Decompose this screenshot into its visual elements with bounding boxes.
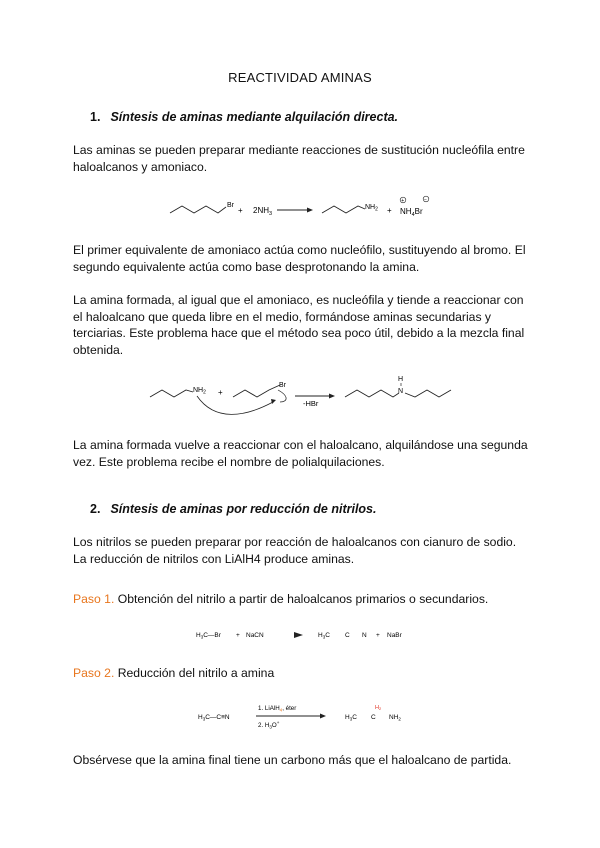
electron-arrow-leaving bbox=[278, 390, 286, 402]
amine-nh2-label: $NH_2$ bbox=[365, 204, 378, 213]
acetonitrile-label: $H_3C—C\equiv N$ bbox=[198, 714, 230, 722]
methyl-bromide-label: $H_3C—Br$ bbox=[196, 632, 221, 640]
negative-charge: − bbox=[424, 197, 427, 203]
haloalkane-skeleton bbox=[233, 385, 280, 397]
closing-paragraph bbox=[73, 752, 533, 769]
text-line: segundo equivalente actúa como base desprotonando la amina. bbox=[73, 259, 420, 274]
section2-intro bbox=[73, 534, 533, 567]
step2-text: Reducción del nitrilo a amina bbox=[114, 666, 275, 680]
secondary-amine-skeleton-right bbox=[405, 390, 451, 397]
ammonia-label: $2NH_3$ bbox=[253, 206, 273, 217]
ammonium-bromide-label: $NH_4Br$ bbox=[400, 207, 423, 218]
step1-line bbox=[73, 591, 533, 608]
section2-heading-text: Síntesis de aminas por reducción de nitrilos. bbox=[110, 502, 377, 516]
page-title: REACTIVIDAD AMINAS bbox=[228, 70, 372, 85]
condition-step1-label: 1. LiAlH$_4$, éter bbox=[258, 705, 297, 713]
ethylamine-methyl-label: $H_3C$ bbox=[345, 714, 357, 722]
arrow-head bbox=[320, 714, 326, 719]
electron-arrow-head bbox=[271, 399, 276, 404]
arrow-head bbox=[307, 208, 313, 213]
plus-sign: + bbox=[387, 206, 392, 215]
plus-sign: + bbox=[236, 632, 240, 639]
reaction-scheme-alkylation bbox=[160, 193, 450, 223]
primary-amine-skeleton bbox=[150, 390, 193, 397]
bromoalkane-skeleton bbox=[170, 206, 226, 213]
text-line: haloalcanos y amoniaco. bbox=[73, 159, 208, 174]
step2-line bbox=[73, 665, 533, 682]
acetonitrile-methyl-label: $H_3C$ bbox=[318, 632, 330, 640]
amine-skeleton bbox=[322, 206, 365, 213]
text-line: Obsérvese que la amina final tiene un carbono más que el haloalcano de partida. bbox=[73, 753, 512, 767]
text-line: terciarias. Este problema hace que el método sea poco útil, debido a la mezcla final bbox=[73, 326, 525, 340]
step1-label: Paso 1. bbox=[73, 592, 115, 606]
section1-paragraph-4 bbox=[73, 437, 533, 470]
text-line: Las aminas se pueden preparar mediante reacciones de sustitución nucleófila entre bbox=[73, 143, 525, 157]
nitrile-nitrogen-label: N bbox=[362, 632, 367, 639]
electron-arrow-nucleophilic bbox=[197, 396, 273, 414]
condition-step2-label: 2. $H_3O^+$ bbox=[258, 720, 280, 730]
bromine-label: Br bbox=[227, 202, 234, 209]
nitrogen-label: N bbox=[398, 388, 404, 395]
step2-label: Paso 2. bbox=[73, 666, 115, 680]
text-line: La amina formada, al igual que el amoniaco, es nucleófila y tiende a reaccionar con bbox=[73, 293, 524, 307]
text-line: el haloalcano que queda libre en el medio, formándose aminas secundarias y bbox=[73, 309, 492, 324]
methylene-hydrogen-label: $H_2$ bbox=[375, 705, 382, 712]
positive-charge: + bbox=[401, 198, 405, 204]
text-line: La reducción de nitrilos con LiAlH4 produce aminas. bbox=[73, 551, 355, 566]
section1-number: 1. bbox=[90, 110, 101, 124]
arrow-head bbox=[329, 394, 335, 399]
sodium-cyanide-label: NaCN bbox=[246, 632, 264, 639]
section1-heading-text: Síntesis de aminas mediante alquilación directa. bbox=[110, 110, 399, 124]
section1-intro bbox=[73, 142, 533, 175]
arrow-condition-label: -HBr bbox=[303, 399, 319, 408]
text-line: Los nitrilos se pueden preparar por reacción de haloalcanos con cianuro de sodio. bbox=[73, 535, 517, 549]
text-line: El primer equivalente de amoniaco actúa como nucleófilo, sustituyendo al bromo. El bbox=[73, 243, 526, 257]
sodium-bromide-label: NaBr bbox=[387, 632, 402, 639]
section1-heading bbox=[90, 110, 398, 124]
plus-sign: + bbox=[218, 388, 223, 397]
section2-number: 2. bbox=[90, 502, 101, 516]
section2-heading bbox=[90, 502, 376, 516]
section1-paragraph-2 bbox=[73, 242, 533, 275]
plus-sign: + bbox=[238, 206, 243, 215]
text-line: obtenida. bbox=[73, 342, 124, 357]
amine-hydrogen-label: H bbox=[398, 376, 404, 383]
arrow-head bbox=[294, 632, 303, 638]
section1-paragraph-3 bbox=[73, 292, 533, 358]
methylene-carbon-label: C bbox=[371, 714, 376, 721]
text-line: La amina formada vuelve a reaccionar con el haloalcano, alquilándose una segunda bbox=[73, 438, 528, 452]
reaction-scheme-nitrile-formation bbox=[190, 625, 430, 645]
step1-text: Obtención del nitrilo a partir de haloalcanos primarios o secundarios. bbox=[114, 592, 489, 606]
reaction-scheme-nitrile-reduction bbox=[190, 700, 430, 736]
nitrile-carbon-label: C bbox=[345, 632, 350, 639]
amine-group-label: $NH_2$ bbox=[389, 714, 401, 722]
primary-amine-label: $NH_2$ bbox=[193, 387, 206, 396]
text-line: vez. Este problema recibe el nombre de polialquilaciones. bbox=[73, 454, 385, 469]
reaction-scheme-polyalkylation bbox=[145, 372, 475, 417]
secondary-amine-skeleton-left bbox=[345, 390, 399, 397]
plus-sign: + bbox=[376, 632, 380, 639]
bromine-label: Br bbox=[279, 382, 286, 389]
